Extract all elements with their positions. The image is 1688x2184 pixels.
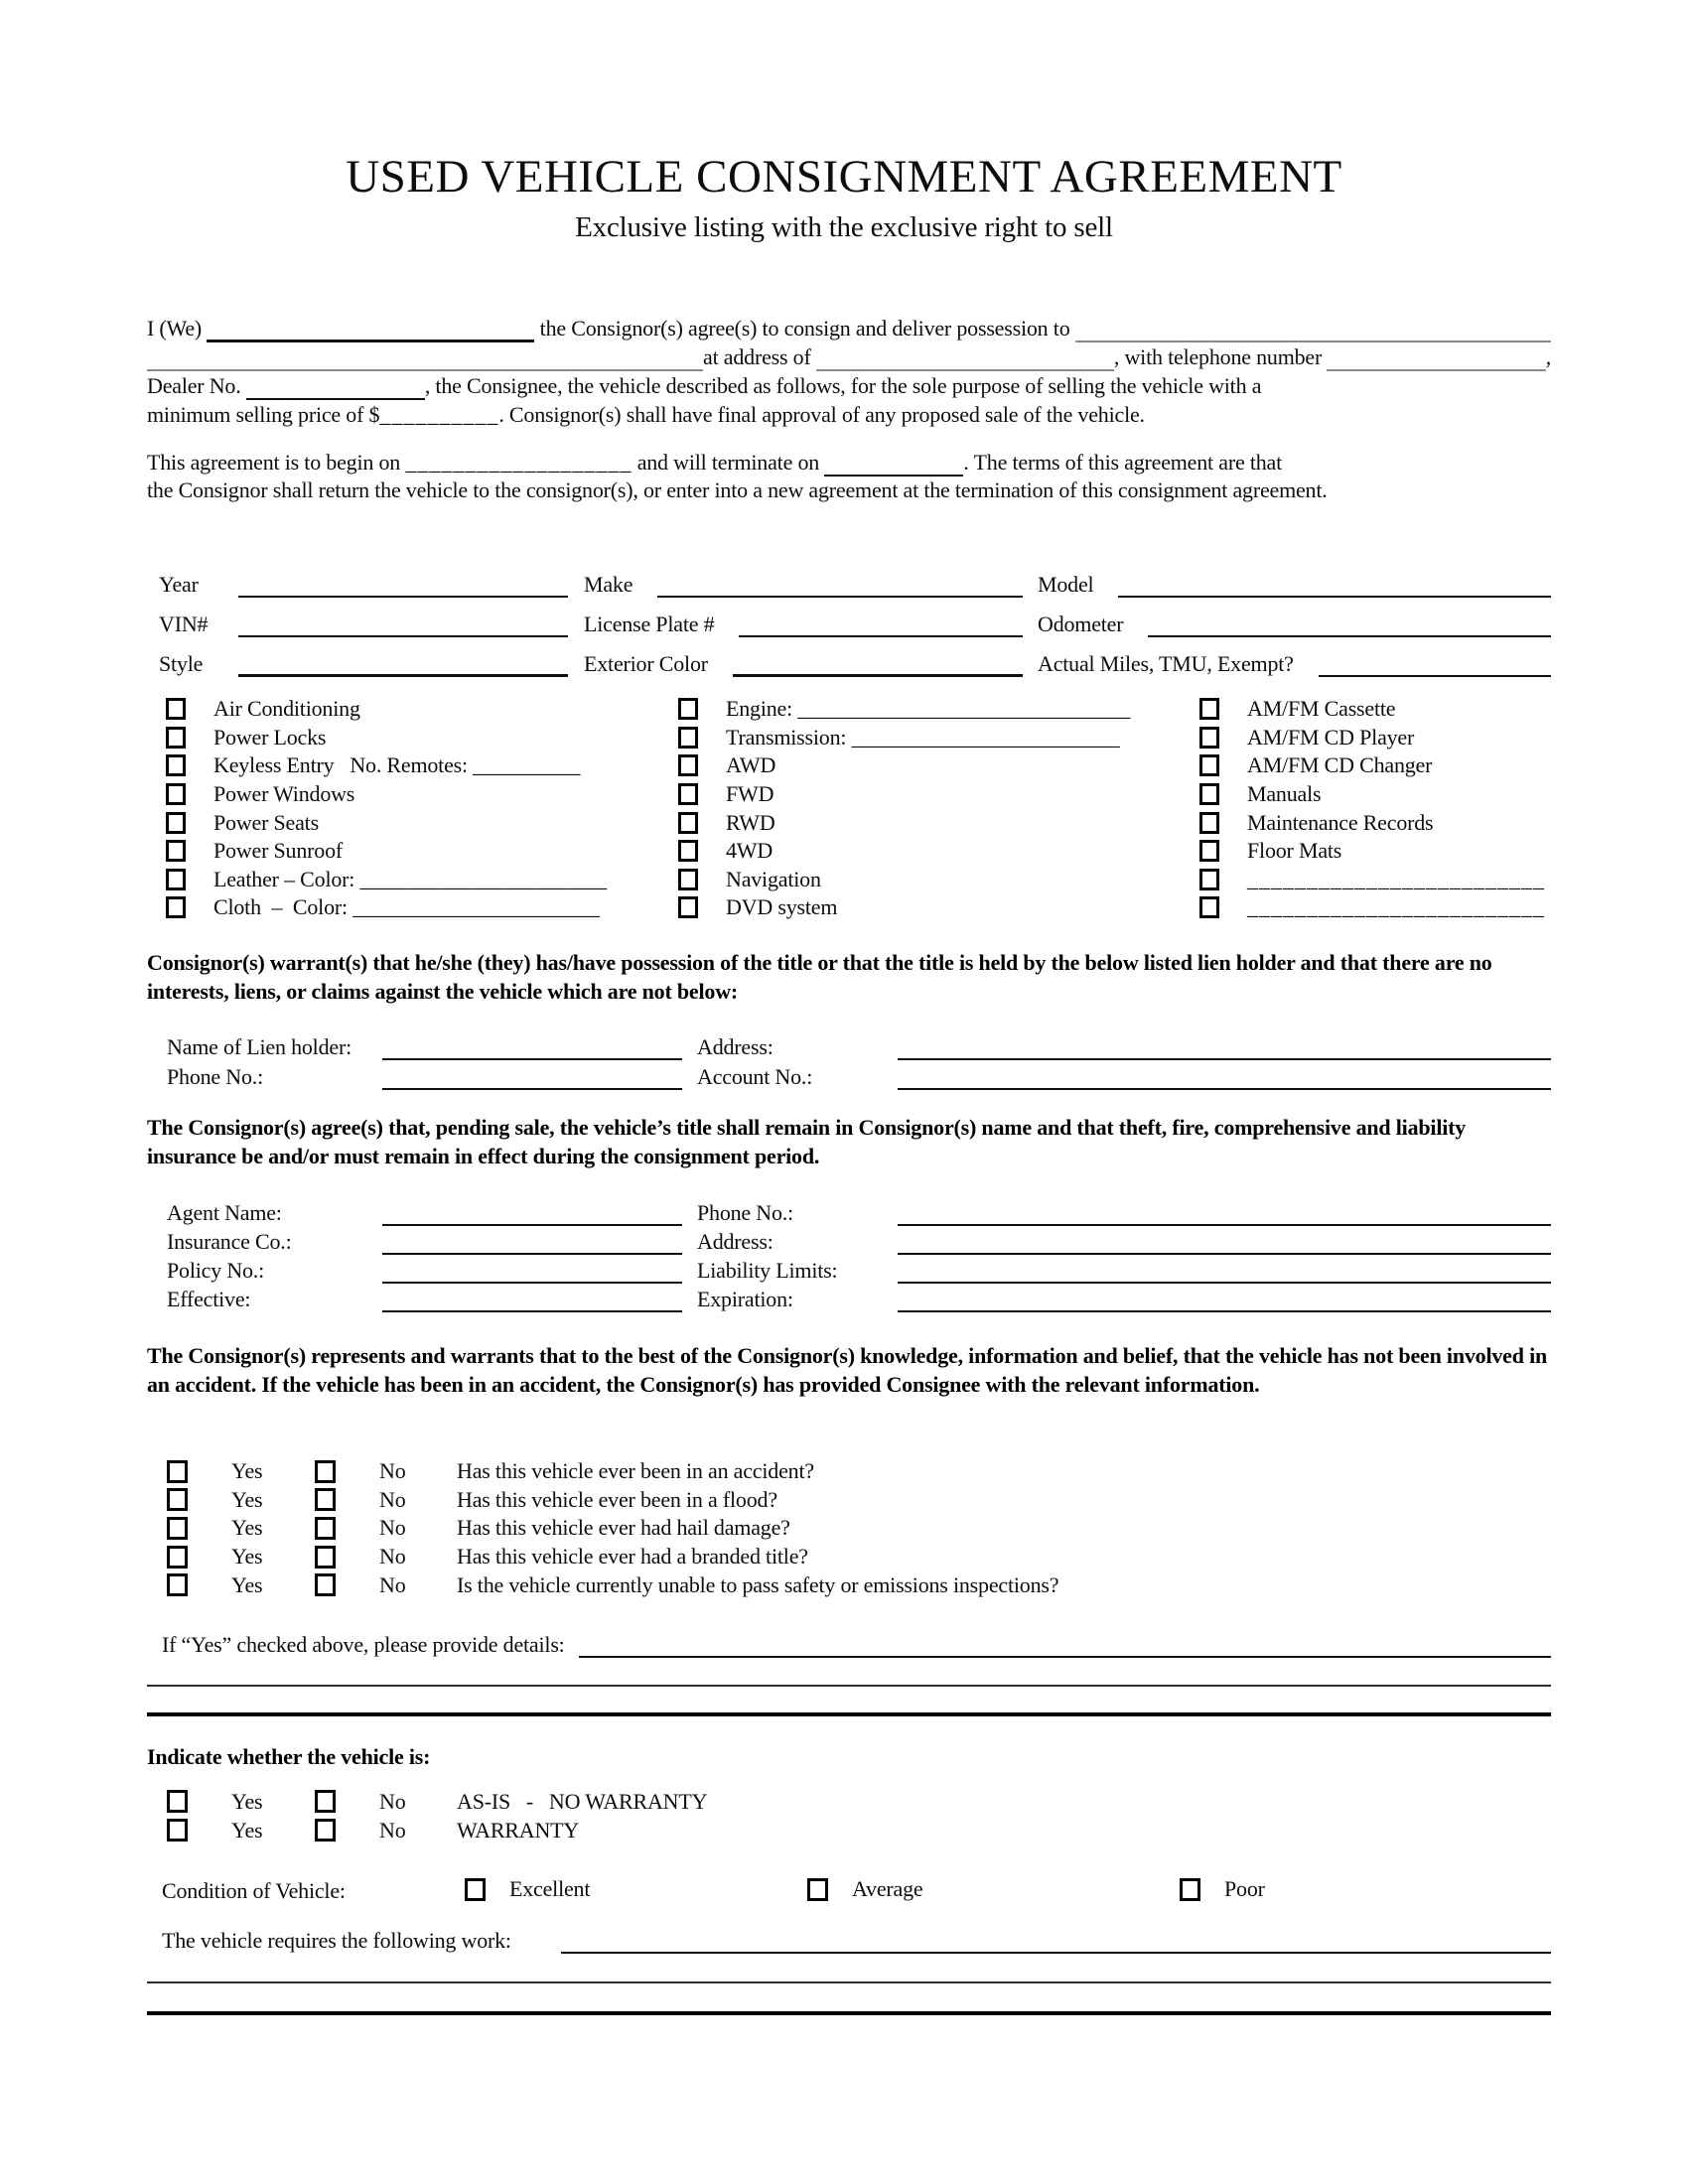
work-prompt: The vehicle requires the following work: [162,1928,511,1953]
input-consignor-name[interactable] [207,334,534,342]
yes-label: Yes [231,1571,263,1597]
checkbox-power-sunroof[interactable] [166,840,186,862]
yes-label: Yes [231,1486,263,1512]
option-label: DVD system [726,894,838,920]
checkbox-other-1[interactable] [1199,869,1219,890]
condition-row [147,1876,1551,1906]
field-label-lien-account: Account No.: [697,1064,813,1089]
checkbox-power-seats[interactable] [166,812,186,834]
intro-text: minimum selling price of $ [147,402,380,427]
option-label: Maintenance Records [1247,809,1434,835]
checkbox-q4-no[interactable] [315,1546,336,1569]
checkbox-q4-yes[interactable] [167,1546,188,1569]
field-label-license-plate: License Plate # [584,612,715,636]
input-terminate-date[interactable] [824,469,963,477]
field-label-year: Year [159,572,199,597]
input-make[interactable] [657,590,1023,598]
input-consignee-name[interactable] [1075,335,1551,342]
field-label-exterior-color: Exterior Color [584,651,708,676]
condition-label: Condition of Vehicle: [162,1878,346,1903]
indicate-heading: Indicate whether the vehicle is: [147,1744,431,1769]
checkbox-maintenance-records[interactable] [1199,812,1219,834]
input-other-option-1[interactable]: _________________________ [1247,866,1545,891]
field-label-odometer: Odometer [1038,612,1124,636]
bottom-divider [147,2011,1551,2015]
asis-label: AS-IS - NO WARRANTY [457,1788,708,1814]
intro-text: , [1545,344,1551,369]
checkbox-warranty-yes[interactable] [167,1819,188,1842]
input-vin[interactable] [238,629,568,637]
option-label: Floor Mats [1247,838,1342,864]
intro-text: I (We) [147,316,208,341]
checkbox-q5-yes[interactable] [167,1573,188,1596]
work-row [147,1920,1551,1954]
work-continuation-line[interactable] [147,1981,1551,1983]
terms-text: This agreement is to begin on [147,450,406,475]
options-column-2 [678,695,1185,922]
question-text: Has this vehicle ever had a branded title? [457,1544,808,1570]
warranty-label: WARRANTY [457,1817,580,1843]
input-begin-date[interactable]: ___________________ [405,450,633,475]
option-label: Power Windows [213,781,355,807]
input-insurance-address[interactable] [898,1247,1551,1255]
option-label: Engine: _______________________________ [726,696,1131,722]
terms-text: and will terminate on [632,450,825,475]
questions-section [147,1457,1551,1599]
no-label: No [379,1817,406,1843]
checkbox-navigation[interactable] [678,869,698,890]
intro-text: , the Consignee, the vehicle described as follows, for the sole purpose of selling the vehicle with a [424,373,1262,398]
question-text: Is the vehicle currently unable to pass safety or emissions inspections? [457,1571,1059,1597]
input-exterior-color[interactable] [733,668,1023,677]
insurance-heading: The Consignor(s) agree(s) that, pending sale, the vehicle’s title shall remain in Consignor(s) name and that theft, fire, comprehensive and liability insurance be and/or must remain in effect during the consignment period. [147,1115,1467,1168]
checkbox-engine[interactable] [678,698,698,720]
intro-text: the Consignor(s) agree(s) to consign and deliver possession to [534,316,1075,341]
field-label-lien-phone: Phone No.: [167,1064,264,1089]
section-divider [147,1712,1551,1716]
checkbox-floor-mats[interactable] [1199,840,1219,862]
input-details[interactable] [579,1650,1551,1658]
option-label: Transmission: _________________________ [726,724,1120,750]
input-policy-no[interactable] [382,1276,682,1284]
no-label: No [379,1544,406,1570]
terms-text: the Consignor shall return the vehicle to the consignor(s), or enter into a new agreement at the termination of this consignment agreement. [147,478,1328,502]
no-label: No [379,1515,406,1541]
no-label: No [379,1458,406,1484]
details-prompt: If “Yes” checked above, please provide details: [162,1632,565,1657]
options-column-1 [147,695,668,922]
checkbox-amfm-cd-changer[interactable] [1199,754,1219,776]
input-year[interactable] [238,590,568,598]
input-expiration-date[interactable] [898,1304,1551,1312]
input-liability-limits[interactable] [898,1276,1551,1284]
checkbox-amfm-cassette[interactable] [1199,698,1219,720]
field-label-vin: VIN# [159,612,209,636]
option-label: Keyless Entry No. Remotes: __________ [213,752,581,778]
input-actual-miles[interactable] [1319,669,1551,677]
checkbox-dvd-system[interactable] [678,896,698,918]
input-insurance-co[interactable] [382,1247,682,1255]
input-required-work[interactable] [561,1946,1551,1954]
checkbox-transmission[interactable] [678,727,698,749]
field-label-actual-miles: Actual Miles, TMU, Exempt? [1038,651,1294,676]
yes-label: Yes [231,1515,263,1541]
no-label: No [379,1486,406,1512]
terms-text: . The terms of this agreement are that [963,450,1283,475]
no-label: No [379,1571,406,1597]
options-column-3 [1199,695,1557,922]
input-model[interactable] [1118,590,1551,598]
question-text: Has this vehicle ever been in a flood? [457,1486,777,1512]
input-lien-address[interactable] [898,1052,1551,1060]
page-title: USED VEHICLE CONSIGNMENT AGREEMENT [346,151,1342,203]
input-telephone-number[interactable] [1327,363,1545,371]
option-label: Navigation [726,866,821,891]
input-effective-date[interactable] [382,1304,682,1312]
lien-heading: Consignor(s) warrant(s) that he/she (they) has/have possession of the title or that the title is held by the below listed lien holder and that there are no interests, liens, or claims against the vehicle which are not below: [147,950,1492,1004]
checkbox-fwd[interactable] [678,783,698,805]
input-agent-name[interactable] [382,1218,682,1226]
option-label: Manuals [1247,781,1322,807]
checkbox-amfm-cd-player[interactable] [1199,727,1219,749]
input-lien-phone[interactable] [382,1082,682,1090]
option-label: AM/FM CD Changer [1247,752,1433,778]
option-label: RWD [726,809,775,835]
checkbox-power-locks[interactable] [166,727,186,749]
checkbox-condition-poor[interactable] [1180,1878,1200,1901]
checkbox-asis-no[interactable] [315,1790,336,1813]
checkbox-keyless-entry[interactable] [166,754,186,776]
yes-label: Yes [231,1544,263,1570]
field-label-style: Style [159,651,204,676]
intro-text: at address of [703,344,816,369]
question-text: Has this vehicle ever been in an accident? [457,1458,814,1484]
checkbox-other-2[interactable] [1199,896,1219,918]
intro-text: . Consignor(s) shall have final approval of any proposed sale of the vehicle. [498,402,1145,427]
details-continuation-line[interactable] [147,1685,1551,1687]
yes-label: Yes [231,1788,263,1814]
field-label-insurance-co: Insurance Co.: [167,1229,292,1254]
checkbox-q1-no[interactable] [315,1460,336,1483]
intro-text: Dealer No. [147,373,246,398]
checkbox-4wd[interactable] [678,840,698,862]
yes-label: Yes [231,1817,263,1843]
checkbox-warranty-no[interactable] [315,1819,336,1842]
input-insurance-phone[interactable] [898,1218,1551,1226]
option-label: Power Locks [213,724,327,750]
form-header [0,151,1688,244]
input-other-option-2[interactable]: _________________________ [1247,894,1545,920]
option-label: Air Conditioning [213,696,360,722]
yes-label: Yes [231,1458,263,1484]
checkbox-awd[interactable] [678,754,698,776]
page-subtitle: Exclusive listing with the exclusive right to sell [575,211,1113,243]
insurance-fields [147,1197,1551,1312]
checkbox-q2-yes[interactable] [167,1488,188,1511]
lien-fields [147,1030,1551,1090]
warranty-section [147,1787,1551,1844]
checkbox-q5-no[interactable] [315,1573,336,1596]
option-label: Leather – Color: _______________________ [213,866,607,891]
field-label-lien-address: Address: [697,1034,774,1059]
option-label: AM/FM Cassette [1247,696,1396,722]
terms-paragraph [147,449,1551,504]
checkbox-condition-excellent[interactable] [465,1878,486,1901]
checkbox-q2-no[interactable] [315,1488,336,1511]
field-label-insurance-phone: Phone No.: [697,1200,794,1225]
no-label: No [379,1788,406,1814]
field-label-make: Make [584,572,633,597]
checkbox-cloth[interactable] [166,896,186,918]
checkbox-q3-yes[interactable] [167,1517,188,1540]
input-dealer-no[interactable] [246,392,425,400]
question-text: Has this vehicle ever had hail damage? [457,1515,790,1541]
option-label: AM/FM CD Player [1247,724,1415,750]
option-label: Power Sunroof [213,838,344,864]
input-lien-holder-name[interactable] [382,1052,682,1060]
checkbox-rwd[interactable] [678,812,698,834]
condition-option-label: Excellent [509,1876,591,1901]
field-label-insurance-address: Address: [697,1229,774,1254]
checkbox-condition-average[interactable] [807,1878,828,1901]
field-label-lien-name: Name of Lien holder: [167,1034,352,1059]
checkbox-air-conditioning[interactable] [166,698,186,720]
checkbox-leather[interactable] [166,869,186,890]
checkbox-asis-yes[interactable] [167,1790,188,1813]
option-label: Power Seats [213,809,319,835]
intro-paragraph [147,314,1551,429]
input-odometer[interactable] [1148,629,1551,637]
option-label: AWD [726,752,776,778]
condition-option-label: Poor [1224,1876,1265,1901]
field-label-liability-limits: Liability Limits: [697,1258,838,1283]
option-label: 4WD [726,838,774,864]
input-style[interactable] [238,668,568,677]
checkbox-power-windows[interactable] [166,783,186,805]
input-license-plate[interactable] [739,629,1023,637]
intro-text: , with telephone number [1113,344,1328,369]
checkbox-manuals[interactable] [1199,783,1219,805]
field-label-effective: Effective: [167,1287,251,1311]
checkbox-q1-yes[interactable] [167,1460,188,1483]
field-label-agent-name: Agent Name: [167,1200,282,1225]
input-consignee-name-continued[interactable] [147,363,703,371]
input-lien-account[interactable] [898,1082,1551,1090]
input-minimum-price[interactable]: __________ [379,402,499,427]
option-label: Cloth – Color: _______________________ [213,894,600,920]
checkbox-q3-no[interactable] [315,1517,336,1540]
field-label-expiration: Expiration: [697,1287,793,1311]
accident-heading: The Consignor(s) represents and warrants that to the best of the Consignor(s) knowledge, information and belief, that the vehicle has not been involved in an accident. If the vehicle has been in an accident, the Consignor(s) has provided Consignee with the relevant information. [147,1343,1548,1397]
field-label-model: Model [1038,572,1094,597]
option-label: FWD [726,781,774,807]
field-label-policy-no: Policy No.: [167,1258,265,1283]
details-row [147,1626,1551,1658]
input-consignee-address[interactable] [816,363,1114,371]
condition-option-label: Average [852,1876,923,1901]
